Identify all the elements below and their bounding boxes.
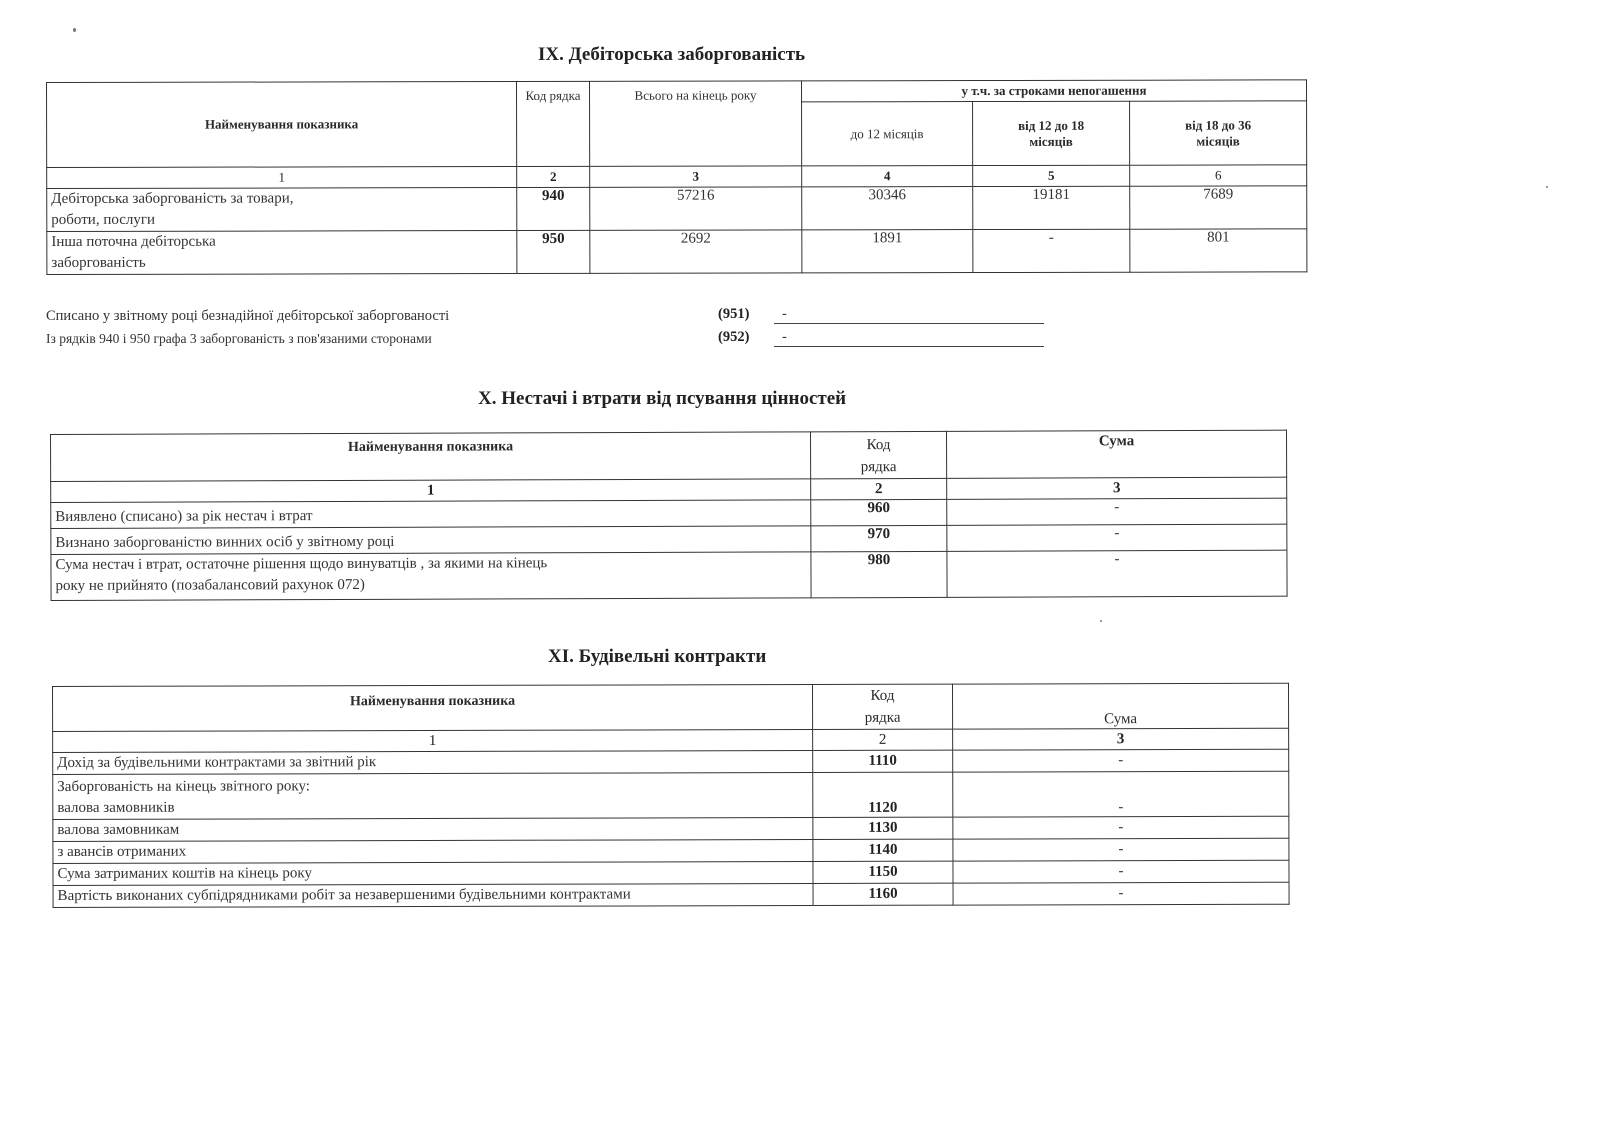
table-row: [53, 860, 1289, 885]
row-code: 1110: [813, 750, 953, 772]
header-term-12-18: від 12 до 18 місяців: [973, 101, 1130, 165]
row-name: Дохід за будівельними контрактами за звітний рік: [53, 751, 813, 775]
row-sum: -: [953, 882, 1289, 905]
column-number: 6: [1130, 165, 1307, 186]
table-row: [53, 838, 1289, 863]
row-code: 1120: [813, 772, 953, 817]
receivables-table: [46, 79, 1307, 275]
row-name: Визнано заборгованістю винних осіб у звітному році: [51, 526, 811, 555]
column-number: 5: [973, 165, 1130, 186]
section-11-title: XI. Будівельні контракти: [548, 646, 767, 667]
column-number: 4: [802, 166, 973, 187]
row-total: 57216: [590, 187, 802, 230]
header-code: Код рядка: [517, 81, 590, 166]
row-name: Сума нестач і втрат, остаточне рішення щодо винуватців , за якими на кінець року не прийнято (позабалансовий рахунок 072): [51, 552, 811, 601]
row-sum: -: [947, 524, 1287, 551]
row-term-12: 1891: [802, 230, 973, 273]
header-sum: Сума: [952, 683, 1288, 729]
table-row: [47, 229, 1307, 275]
header-terms: у т.ч. за строками непогашення: [801, 80, 1306, 102]
row-name: з авансів отриманих: [53, 840, 813, 864]
section-10-title: X. Нестачі і втрати від псування цінностей: [478, 388, 847, 409]
header-name: Найменування показника: [47, 82, 517, 168]
row-sum: -: [953, 860, 1289, 883]
column-number: 1: [47, 167, 517, 189]
header-name: Найменування показника: [51, 432, 811, 482]
row-name: Інша поточна дебіторська заборгованість: [47, 231, 517, 275]
column-number: 3: [947, 477, 1287, 499]
note-952-code: (952): [718, 329, 750, 345]
row-total: 2692: [590, 230, 802, 273]
table-row: [53, 816, 1289, 841]
row-name: Дебіторська заборгованість за товари, роботи, послуги: [47, 188, 517, 232]
row-code: 1130: [813, 817, 953, 839]
row-term-12: 30346: [802, 187, 973, 230]
note-951-underline: [774, 323, 1044, 324]
note-952-value: -: [782, 329, 787, 345]
header-term-18-36: від 18 до 36 місяців: [1130, 101, 1307, 165]
table-row: [53, 749, 1289, 774]
row-term-12-18: 19181: [973, 186, 1130, 229]
scan-speck: [73, 28, 76, 32]
table-row: [53, 771, 1289, 819]
row-sum: -: [953, 838, 1289, 861]
note-952-text: Із рядків 940 і 950 графа 3 заборгованість з пов'язаними сторонами: [46, 331, 432, 346]
row-name: валова замовникам: [53, 818, 813, 842]
row-sum: -: [953, 771, 1289, 817]
column-number: 2: [811, 478, 947, 499]
scan-speck: [1100, 620, 1102, 622]
column-number: 2: [517, 166, 590, 187]
row-name-heading: Заборгованість на кінець звітного року:: [57, 778, 310, 795]
scan-speck: [1546, 186, 1548, 188]
row-term-12-18: -: [973, 229, 1130, 272]
column-number: 3: [590, 166, 802, 187]
table-row: [53, 882, 1289, 907]
note-952-underline: [774, 346, 1044, 347]
row-code: 940: [517, 187, 590, 230]
shortages-table: [50, 430, 1288, 601]
column-number: 2: [813, 729, 953, 750]
row-code: 980: [811, 551, 947, 597]
row-term-18-36: 801: [1130, 229, 1307, 272]
column-number: 3: [953, 728, 1289, 750]
note-951-code: (951): [718, 306, 750, 322]
header-term-12: до 12 місяців: [802, 102, 973, 166]
row-term-18-36: 7689: [1130, 186, 1307, 229]
table-row: [47, 186, 1307, 232]
column-number: 1: [51, 479, 811, 503]
column-number: 1: [53, 730, 813, 753]
row-sum: -: [953, 816, 1289, 839]
row-code: 1150: [813, 861, 953, 883]
row-code: 950: [517, 230, 590, 273]
table-row: [51, 550, 1287, 600]
row-name: Вартість виконаних субпідрядниками робіт за незавершеними будівельними контрактами: [53, 884, 813, 908]
row-code: 960: [811, 499, 947, 525]
row-code: 970: [811, 525, 947, 551]
row-name: Сума затриманих коштів на кінець року: [53, 862, 813, 886]
header-sum: Сума: [946, 430, 1286, 478]
note-951-text: Списано у звітному році безнадійної дебіторської заборгованості: [46, 308, 450, 324]
row-sum: -: [953, 749, 1289, 772]
header-code: Код рядка: [812, 684, 952, 729]
note-951-value: -: [782, 306, 787, 322]
row-sum: -: [947, 550, 1287, 597]
header-code: Код рядка: [810, 431, 946, 478]
header-total: Всього на кінець року: [589, 81, 801, 166]
construction-contracts-table: [52, 683, 1290, 908]
section-9-title: IX. Дебіторська заборгованість: [538, 44, 806, 65]
row-name: Виявлено (списано) за рік нестач і втрат: [51, 500, 811, 529]
row-code: 1160: [813, 883, 953, 905]
row-sum: -: [947, 498, 1287, 525]
row-name: [53, 773, 813, 820]
row-code: 1140: [813, 839, 953, 861]
header-name: Найменування показника: [53, 685, 813, 732]
row-name-sub: валова замовників: [57, 799, 175, 816]
